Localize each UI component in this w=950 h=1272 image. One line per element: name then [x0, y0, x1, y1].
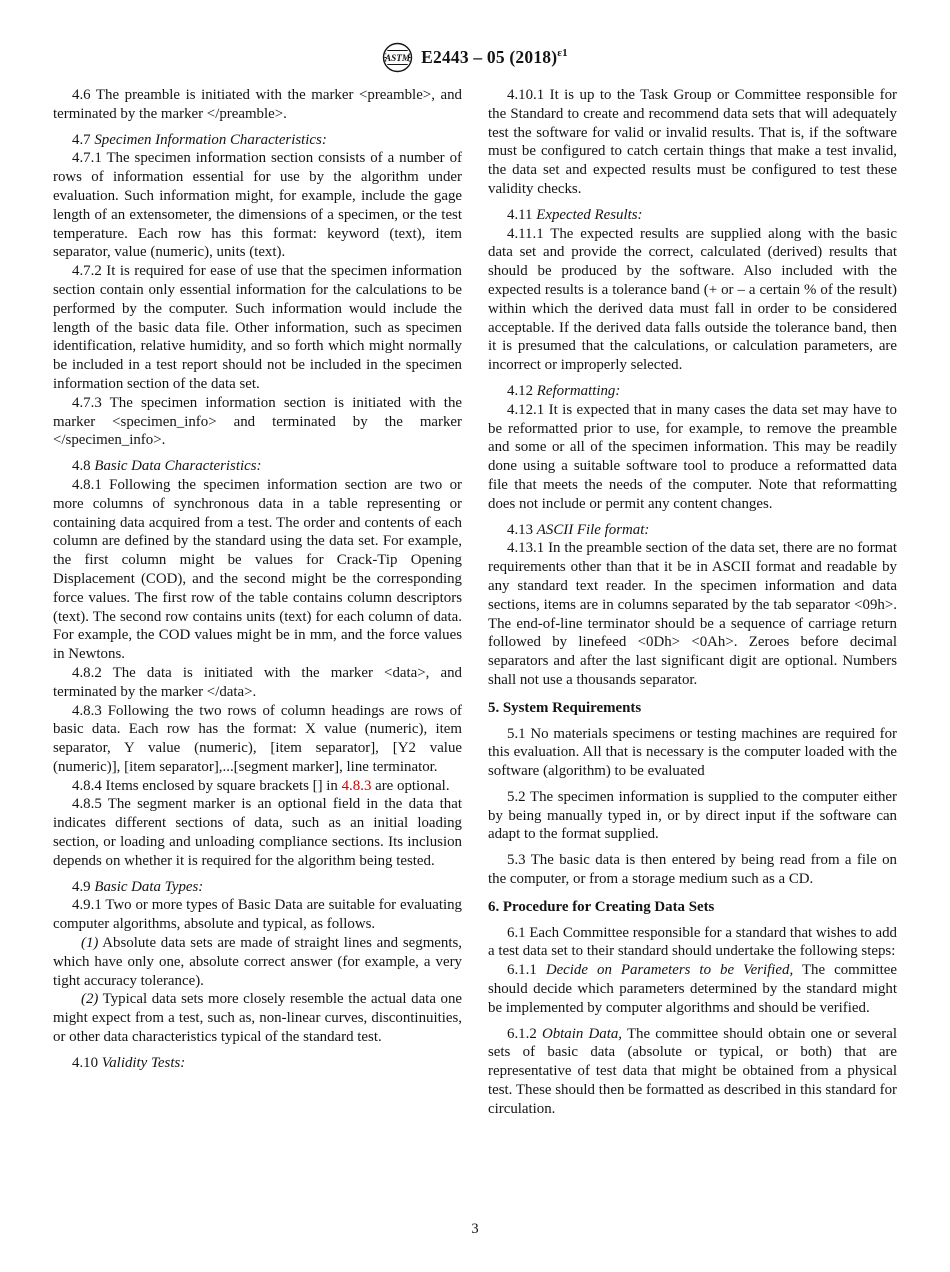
paragraph-4-8-3: 4.8.3 Following the two rows of column headings are rows of basic data. Each row has the format: X value (numeric), item separator, Y value (numeric), [item separator], [Y2 value (numeric)], [item separator],...[segment marker], line terminator.	[53, 702, 462, 775]
section-heading-6: 6. Procedure for Creating Data Sets	[488, 898, 715, 915]
section-title: Basic Data Types:	[94, 878, 204, 895]
right-column	[488, 86, 897, 1119]
section-title: ASCII File format:	[536, 521, 650, 538]
paragraph-4-13-1: 4.13.1 In the preamble section of the data set, there are no format requirements other than that it be in ASCII format and readable by any standard text reader. In the specimen information and data sections, items are in columns separated by the tab separator <09h>. The end-of-line terminator should be a sequence of carriage return followed by linefeed <0Dh> <0Ah>. Zeroes before decimal separators and after the last significant digit are optional. Numbers shall not use a thousands separator.	[488, 540, 897, 688]
standard-designation	[421, 47, 568, 68]
paragraph-5-1: 5.1 No materials specimens or testing machines are required for this evaluation. All that is necessary is the computer loaded with the software (algorithm) to be evaluated	[488, 725, 897, 780]
paragraph-5-3: 5.3 The basic data is then entered by being read from a file on the computer, or from a storage medium such as a CD.	[488, 852, 897, 888]
paragraph-lead-in: Decide on Parameters to be Verified,	[545, 962, 794, 979]
paragraph-text: Typical data sets more closely resemble the actual data one might expect from a test, such as, non-linear curves, discontinuities, or other data characteristics typical of the standard test.	[53, 991, 462, 1046]
section-number: 4.13	[507, 521, 534, 538]
section-heading-4-13	[488, 521, 897, 540]
paragraph-4-10-1: 4.10.1 It is up to the Task Group or Committee responsible for the Standard to create and recommend data sets that will adequately test the software for valid or invalid results. That is, if the software must be configured to catch certain things that make a test invalid, the data set and expected results must be configured to test these validity checks.	[488, 87, 897, 197]
section-title: Reformatting:	[536, 382, 621, 399]
edition-superscript: ε1	[557, 47, 568, 60]
paragraph-list-item-2	[53, 990, 462, 1046]
section-number: 4.7	[72, 131, 91, 148]
section-title: Specimen Information Characteristics:	[94, 131, 327, 148]
paragraph-text: are optional.	[371, 777, 450, 794]
page-number: 3	[471, 1221, 479, 1237]
section-title: Basic Data Characteristics:	[94, 458, 262, 475]
left-column	[53, 86, 462, 1119]
paragraph-6-1: 6.1 Each Committee responsible for a standard that wishes to add a test data set to their standard should undertake the following steps:	[488, 924, 897, 960]
paragraph-5-2: 5.2 The specimen information is supplied to the computer either by being manually typed in, or by direct input if the software can adapt to the format supplied.	[488, 788, 897, 843]
astm-logo-icon	[382, 42, 413, 73]
section-heading-5: 5. System Requirements	[488, 699, 642, 716]
paragraph-text: 4.8.4 Items enclosed by square brackets [] in	[72, 777, 342, 794]
section-number: 6.1.1	[507, 962, 537, 979]
paragraph-text: The committee should obtain one or several sets of basic data (absolute or typical, or both) that are representative of test data that might be obtained from a physical test. These should then be formatted as described in this standard for circulation.	[488, 1025, 897, 1117]
section-number: 4.11	[507, 206, 533, 223]
section-number: 4.8	[72, 458, 91, 475]
section-number: 4.10	[72, 1054, 99, 1071]
paragraph-4-7-1: 4.7.1 The specimen information section consists of a number of rows of information essential for use by the algorithm under evaluation. Such information might, for example, include the gage length of an extensometer, the dimensions of a specimen, or the test temperature. Each row has this format: keyword (text), item separator, value (numeric), units (text).	[53, 150, 462, 261]
paragraph-4-8-2: 4.8.2 The data is initiated with the marker <data>, and terminated by the marker </data>.	[53, 664, 462, 700]
section-heading-4-12	[488, 382, 897, 401]
paragraph-6-1-1	[488, 961, 897, 1017]
section-heading-4-10	[53, 1054, 462, 1073]
paragraph-4-8-4	[53, 777, 462, 796]
page-footer	[0, 1221, 950, 1238]
paragraph-4-8-5: 4.8.5 The segment marker is an optional field in the data that indicates different sections of data, such as an initial loading section, or loading and unloading compliance sections. Its inclusion depends on whether it is required for the algorithm being tested.	[53, 796, 462, 869]
section-heading-4-7	[53, 131, 462, 150]
section-number: 4.9	[72, 878, 91, 895]
paragraph-6-1-2	[488, 1025, 897, 1119]
paragraph-4-11-1: 4.11.1 The expected results are supplied along with the basic data set and provide the correct, calculated (derived) results that should be produced by the software. Also included with the expected results is a tolerance band (+ or – a certain % of the result) within which the derived data must fall in order to be considered acceptable. If the derived data falls outside the tolerance band, then it is presumed that the calculations, or calculation parameters, are incorrect or improperly selected.	[488, 225, 897, 374]
cross-reference-link[interactable]: 4.8.3	[341, 777, 372, 794]
designation-text: E2443 – 05 (2018)	[421, 47, 558, 67]
paragraph-4-12-1: 4.12.1 It is expected that in many cases the data set may have to be reformatted prior to use, for example, to remove the preamble and some or all of the specimen information. This may be readily done using a suitable software tool to produce a reformatted data file that meets the needs of the computer. Note that reformatting does not include or permit any content changes.	[488, 401, 897, 512]
paragraph-text: Absolute data sets are made of straight lines and segments, which have only one, absolute correct answer (for example, a very tight accuracy tolerance).	[53, 935, 462, 989]
paragraph-text: The committee should decide which parameters determined by the standard might be implemented by computer algorithms and should be verified.	[488, 962, 897, 1016]
two-column-body	[53, 86, 897, 1119]
list-item-number: (2)	[81, 991, 99, 1008]
paragraph-4-9-1: 4.9.1 Two or more types of Basic Data are suitable for evaluating computer algorithms, absolute and typical, as follows.	[53, 897, 462, 933]
paragraph-list-item-1	[53, 934, 462, 990]
paragraph-lead-in: Obtain Data,	[541, 1025, 623, 1042]
section-title: Validity Tests:	[101, 1054, 186, 1071]
paragraph-4-7-3: 4.7.3 The specimen information section is initiated with the marker <specimen_info> and terminated by the marker </specimen_info>.	[53, 394, 462, 449]
paragraph-4-8-1: 4.8.1 Following the specimen information section are two or more columns of synchronous data in a table representing or containing data acquired from a test. The order and contents of each column are defined by the standard using the data set. For example, the first column might be values for Crack-Tip Opening Displacement (COD), and the second might be the corresponding force values. The first row of the table contains column descriptors (text). The second row contains units (text) for each column of data. For example, the COD values might be in mm, and the force values in Newtons.	[53, 476, 462, 663]
paragraph-4-7-2: 4.7.2 It is required for ease of use that the specimen information section contain only essential information for the calculations to be performed by the computer. Such information would include the length of the basic data file. Other information, such as specimen identification, relative humidity, and so forth which might normally be included in a test report should not be included in the specimen information section of the data set.	[53, 263, 462, 392]
section-heading-4-9	[53, 878, 462, 897]
page-header	[0, 42, 950, 73]
paragraph-4-6: 4.6 The preamble is initiated with the marker <preamble>, and terminated by the marker </preamble>.	[53, 87, 462, 122]
section-number: 6.1.2	[507, 1025, 537, 1042]
svg-text:ASTM: ASTM	[385, 52, 411, 63]
section-heading-4-8	[53, 457, 462, 476]
list-item-number: (1)	[81, 935, 99, 952]
section-heading-4-11	[488, 206, 897, 225]
section-title: Expected Results:	[536, 206, 643, 223]
section-number: 4.12	[507, 382, 534, 399]
